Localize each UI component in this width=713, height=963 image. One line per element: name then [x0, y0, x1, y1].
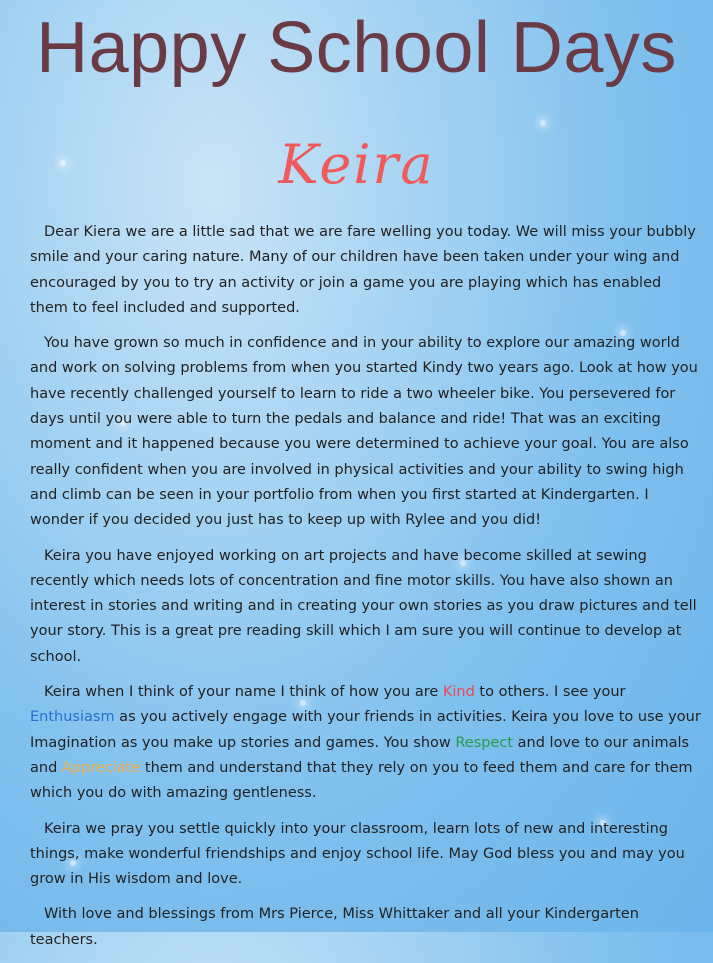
letter-paragraph-2: You have grown so much in confidence and in your ability to explore our amazing world and work on solving problems from when you started Kindy two years ago. Look at how you have recently challenged yourself to learn to ride a two wheeler bike. You persevered for days until you were able to turn the pedals and balance and ride! That was an exciting moment and it happened because you were determined to achieve your goal. You are also really confident when you are involved in physical activities and your ability to swing high and climb can be seen in your portfolio from when you first started at Kindergarten. I wonder if you decided you just has to keep up with Rylee and you did!	[30, 335, 698, 529]
p4-text-1: Keira when I think of your name I think of how you are	[44, 684, 443, 701]
letter-signoff: With love and blessings from Mrs Pierce, Miss Whittaker and all your Kindergarten teachers.	[30, 906, 639, 948]
child-name: Keira	[278, 133, 435, 196]
farewell-letter	[30, 220, 702, 963]
word-enthusiasm: Enthusiasm	[30, 709, 115, 726]
p4-text-2: to others. I see your	[474, 684, 626, 701]
p4-text-3: as you actively engage with your friends in activities. Keira you love to use your Imagination as you make up stories and games. You show	[30, 709, 701, 751]
letter-paragraph-3: Keira you have enjoyed working on art projects and have become skilled at sewing recently which needs lots of concentration and fine motor skills. You have also shown an interest in stories and writing and in creating your own stories as you draw pictures and tell your story. This is a great pre reading skill which I am sure you will continue to develop at school.	[30, 547, 697, 665]
letter-paragraph-5: Keira we pray you settle quickly into your classroom, learn lots of new and interesting things, make wonderful friendships and enjoy school life. May God bless you and may you grow in His wisdom and love.	[30, 820, 685, 888]
sparkle-decoration	[540, 120, 546, 126]
word-appreciate: Appreciate	[61, 759, 141, 776]
word-kind: Kind	[442, 684, 475, 701]
word-respect: Respect	[455, 734, 514, 751]
letter-paragraph-1: Dear Kiera we are a little sad that we are fare welling you today. We will miss your bubbly smile and your caring nature. Many of our children have been taken under your wing and encouraged by you to try an activity or join a game you are playing which has enabled them to feel included and supported.	[30, 224, 696, 316]
p4-text-5: them and understand that they rely on you to feed them and care for them which you do with amazing gentleness.	[30, 759, 693, 802]
p4-text-4: and love to our animals and	[30, 734, 690, 776]
letter-paragraph-4	[30, 680, 702, 806]
page-title: Happy School Days	[36, 8, 677, 88]
